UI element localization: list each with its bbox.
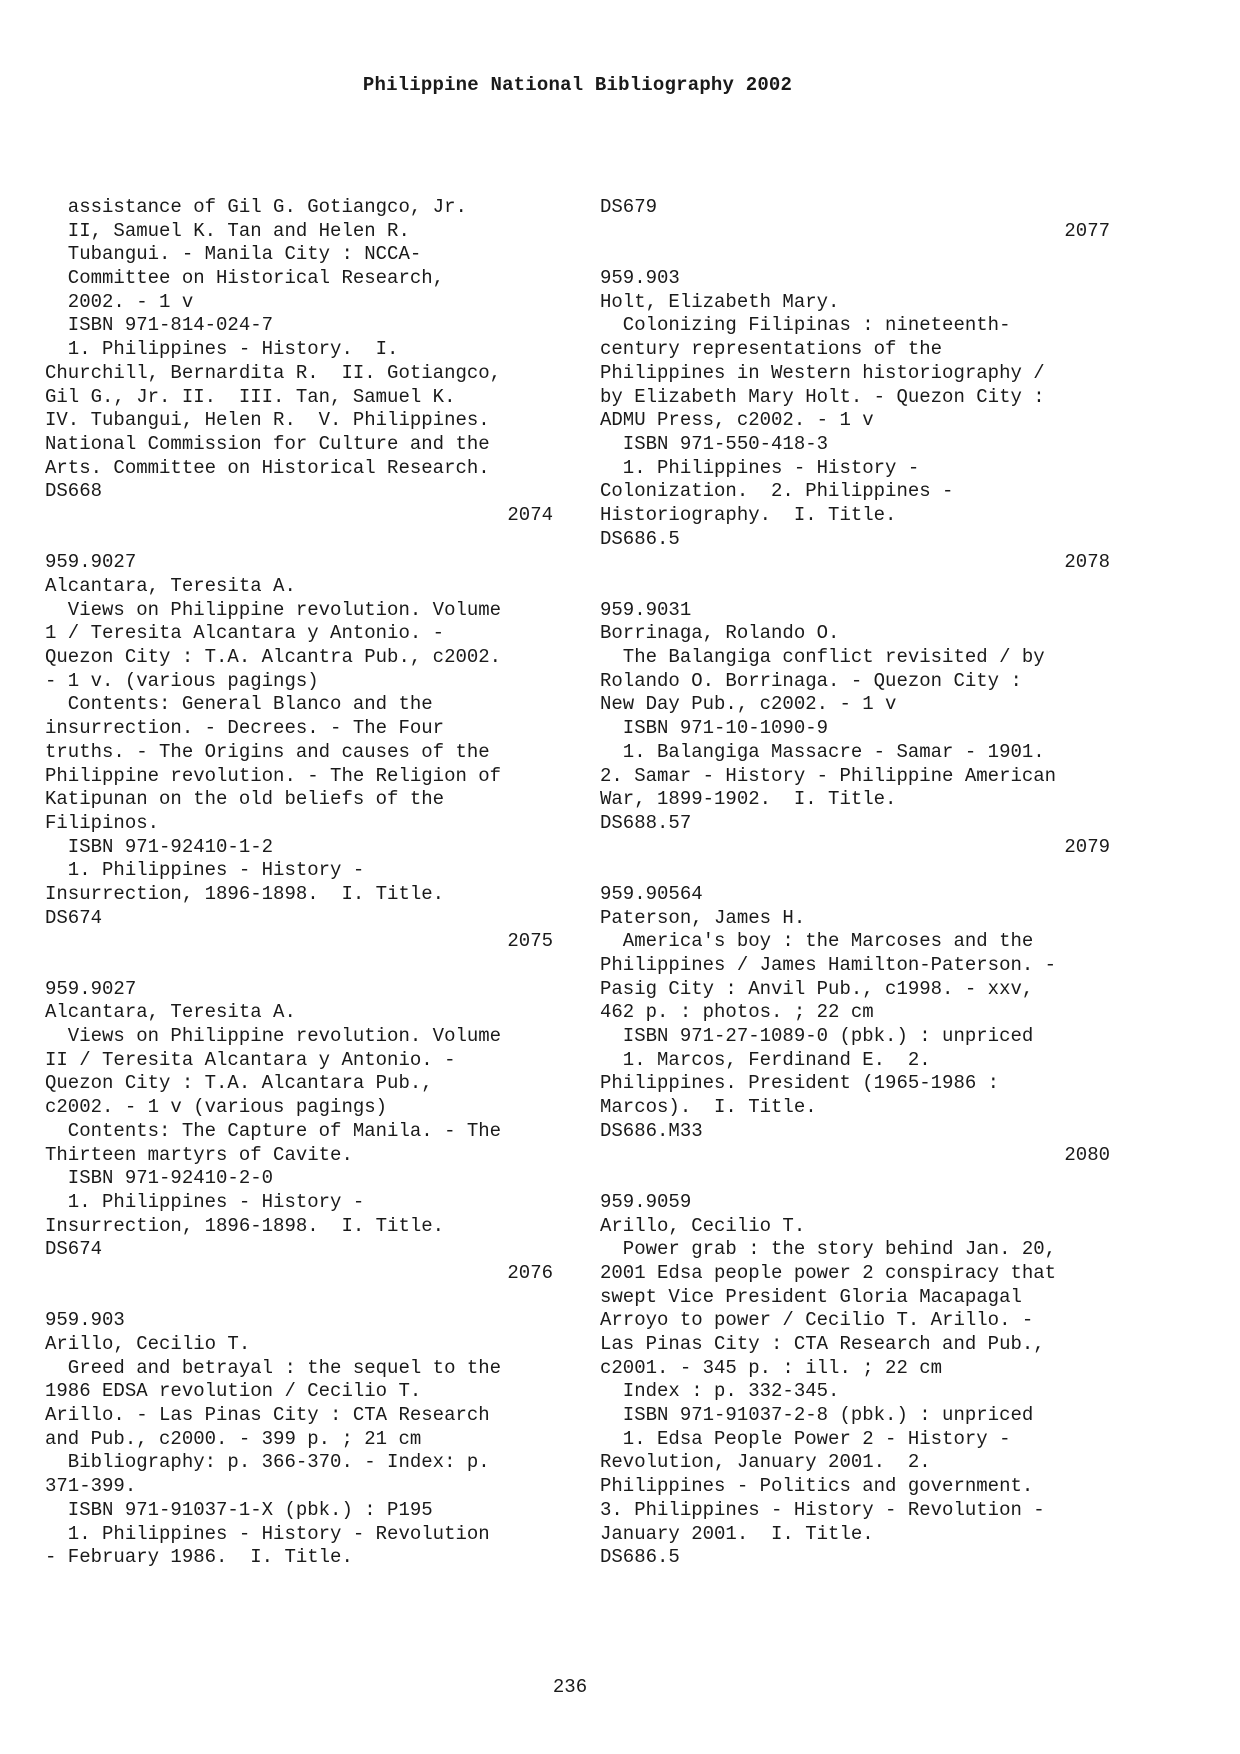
entry-line: 1. Marcos, Ferdinand E. 2.	[600, 1048, 931, 1071]
entry-number: 2076	[507, 1261, 553, 1284]
entry-line: 1. Philippines - History -	[45, 1190, 365, 1213]
entry-line: 462 p. : photos. ; 22 cm	[600, 1001, 874, 1024]
entry-line: The Balangiga conflict revisited / by	[600, 646, 1045, 669]
entry-line: ISBN 971-92410-1-2	[45, 835, 274, 858]
entry-line: ISBN 971-91037-1-X (pbk.) : P195	[45, 1498, 433, 1521]
entry-line: 2001 Edsa people power 2 conspiracy that	[600, 1261, 1057, 1284]
entry-line: Holt, Elizabeth Mary.	[600, 290, 840, 313]
entry-line: 1. Philippines - History. I.	[45, 338, 399, 361]
entry-line: Colonization. 2. Philippines -	[600, 480, 954, 503]
entry-line: ISBN 971-10-1090-9	[600, 717, 829, 740]
entry-line: Alcantara, Teresita A.	[45, 575, 296, 597]
entry-line: IV. Tubangui, Helen R. V. Philippines.	[45, 409, 490, 432]
entry-line: National Commission for Culture and the	[45, 432, 490, 455]
entry-line: and Pub., c2000. - 399 p. ; 21 cm	[45, 1427, 422, 1450]
entry-line: insurrection. - Decrees. - The Four	[45, 717, 445, 740]
entry-line: Views on Philippine revolution. Volume	[45, 598, 502, 621]
entry-line: 371-399.	[45, 1475, 137, 1498]
entry-line: 959.90564	[600, 882, 703, 905]
entry-line: 959.9027	[45, 977, 137, 1000]
entry-line: DS686.5	[600, 527, 680, 550]
entry-line: 959.9031	[600, 598, 692, 621]
entry-line: 2002. - 1 v	[45, 290, 194, 313]
entry-line: Power grab : the story behind Jan. 20,	[600, 1238, 1057, 1261]
entry-line: DS686.5	[600, 1546, 680, 1569]
entry-line: Philippines - Politics and government.	[600, 1475, 1034, 1498]
entry-line: Arroyo to power / Cecilio T. Arillo. -	[600, 1309, 1034, 1332]
entry-line: - February 1986. I. Title.	[45, 1546, 353, 1569]
entry-line: II, Samuel K. Tan and Helen R.	[45, 219, 410, 242]
entry-line: c2002. - 1 v (various pagings)	[45, 1096, 388, 1119]
entry-line: New Day Pub., c2002. - 1 v	[600, 693, 897, 716]
entry-number: 2075	[507, 930, 553, 953]
entry-line: Arillo, Cecilio T.	[600, 1214, 806, 1237]
entry-line: Colonizing Filipinas : nineteenth-	[600, 314, 1011, 337]
entry-line: Views on Philippine revolution. Volume	[45, 1025, 502, 1048]
entry-number: 2077	[1064, 219, 1110, 242]
entry-line: 1. Balangiga Massacre - Samar - 1901.	[600, 740, 1045, 763]
entry-separator	[45, 1286, 553, 1310]
entry-line: Insurrection, 1896-1898. I. Title.	[45, 1214, 445, 1237]
entry-line: Quezon City : T.A. Alcantra Pub., c2002.	[45, 646, 502, 669]
entry-line: Arillo, Cecilio T.	[45, 1333, 251, 1355]
bibliography-column-left	[45, 196, 553, 1570]
entry-number: 2078	[1064, 551, 1110, 574]
entry-line: Philippines. President (1965-1986 :	[600, 1072, 1000, 1095]
entry-line: ISBN 971-550-418-3	[600, 432, 829, 455]
entry-line: 1. Edsa People Power 2 - History -	[600, 1427, 1011, 1450]
entry-separator	[45, 954, 553, 978]
entry-line: Thirteen martyrs of Cavite.	[45, 1143, 353, 1166]
entry-line: Alcantara, Teresita A.	[45, 1001, 296, 1024]
entry-line: Churchill, Bernardita R. II. Gotiangco,	[45, 361, 502, 384]
entry-line: Filipinos.	[45, 811, 160, 834]
bibliography-column-right	[600, 196, 1110, 1570]
entry-line: DS668	[45, 480, 103, 503]
entry-line: Katipunan on the old beliefs of the	[45, 788, 445, 811]
entry-line: DS674	[45, 1238, 103, 1261]
entry-separator	[600, 243, 1110, 267]
entry-line: Arts. Committee on Historical Research.	[45, 456, 490, 479]
entry-line: truths. - The Origins and causes of the	[45, 740, 490, 763]
entry-line: Las Pinas City : CTA Research and Pub.,	[600, 1333, 1045, 1355]
entry-line: America's boy : the Marcoses and the	[600, 930, 1034, 953]
entry-line: Greed and betrayal : the sequel to the	[45, 1356, 502, 1379]
entry-line: ISBN 971-27-1089-0 (pbk.) : unpriced	[600, 1025, 1034, 1048]
entry-line: Quezon City : T.A. Alcantara Pub.,	[45, 1072, 433, 1095]
entry-line: 2. Samar - History - Philippine American	[600, 764, 1057, 787]
entry-line: Tubangui. - Manila City : NCCA-	[45, 243, 422, 266]
entry-line: by Elizabeth Mary Holt. - Quezon City :	[600, 385, 1045, 408]
entry-line: - 1 v. (various pagings)	[45, 669, 319, 692]
entry-line: Arillo. - Las Pinas City : CTA Research	[45, 1404, 490, 1427]
entry-line: DS686.M33	[600, 1119, 703, 1142]
entry-line: Revolution, January 2001. 2.	[600, 1451, 931, 1474]
entry-line: Philippines in Western historiography /	[600, 361, 1045, 384]
entry-line: Gil G., Jr. II. III. Tan, Samuel K.	[45, 385, 456, 408]
entry-line: 959.9027	[45, 551, 137, 574]
entry-line: II / Teresita Alcantara y Antonio. -	[45, 1048, 456, 1071]
entry-line: Insurrection, 1896-1898. I. Title.	[45, 882, 445, 905]
entry-line: 1986 EDSA revolution / Cecilio T.	[45, 1380, 422, 1403]
entry-line: Rolando O. Borrinaga. - Quezon City :	[600, 669, 1022, 692]
entry-line: 1. Philippines - History -	[600, 456, 920, 479]
entry-line: ISBN 971-92410-2-0	[45, 1167, 274, 1190]
entry-line: DS688.57	[600, 811, 692, 834]
entry-line: 959.9059	[600, 1190, 692, 1213]
entry-line: Paterson, James H.	[600, 906, 806, 929]
entry-line: ISBN 971-814-024-7	[45, 314, 274, 337]
entry-line: c2001. - 345 p. : ill. ; 22 cm	[600, 1356, 943, 1379]
entry-line: War, 1899-1902. I. Title.	[600, 788, 897, 811]
entry-number: 2074	[507, 503, 553, 526]
entry-number: 2080	[1064, 1143, 1110, 1166]
entry-line: Bibliography: p. 366-370. - Index: p.	[45, 1451, 490, 1474]
entry-line: Pasig City : Anvil Pub., c1998. - xxv,	[600, 977, 1034, 1000]
entry-line: 959.903	[600, 267, 680, 290]
entry-line: 3. Philippines - History - Revolution -	[600, 1498, 1045, 1521]
entry-line: Contents: General Blanco and the	[45, 693, 433, 716]
entry-line: Committee on Historical Research,	[45, 267, 445, 290]
entry-line: ADMU Press, c2002. - 1 v	[600, 409, 874, 432]
entry-line: January 2001. I. Title.	[600, 1522, 874, 1545]
entry-line: Marcos). I. Title.	[600, 1096, 817, 1119]
entry-number: 2079	[1064, 835, 1110, 858]
entry-line: Philippines / James Hamilton-Paterson. -	[600, 954, 1057, 976]
entry-line: 959.903	[45, 1309, 125, 1332]
entry-line: century representations of the	[600, 338, 943, 361]
entry-line: swept Vice President Gloria Macapagal	[600, 1285, 1022, 1308]
entry-line: Historiography. I. Title.	[600, 503, 897, 526]
entry-line: 1 / Teresita Alcantara y Antonio. -	[45, 622, 445, 645]
entry-line: 1. Philippines - History - Revolution	[45, 1522, 490, 1545]
page-number: 236	[552, 1676, 588, 1698]
entry-separator	[600, 1167, 1110, 1191]
entry-line: Philippine revolution. - The Religion of	[45, 764, 502, 787]
entry-line: assistance of Gil G. Gotiangco, Jr.	[45, 196, 467, 218]
entry-line: Contents: The Capture of Manila. - The	[45, 1119, 502, 1142]
entry-line: Borrinaga, Rolando O.	[600, 622, 840, 645]
entry-line: DS674	[45, 906, 103, 929]
entry-line: Index : p. 332-345.	[600, 1380, 840, 1403]
entry-line: DS679	[600, 196, 658, 218]
entry-separator	[45, 528, 553, 552]
entry-separator	[600, 575, 1110, 599]
page-title: Philippine National Bibliography 2002	[362, 74, 793, 96]
entry-line: ISBN 971-91037-2-8 (pbk.) : unpriced	[600, 1404, 1034, 1427]
entry-separator	[600, 859, 1110, 883]
entry-line: 1. Philippines - History -	[45, 859, 365, 882]
